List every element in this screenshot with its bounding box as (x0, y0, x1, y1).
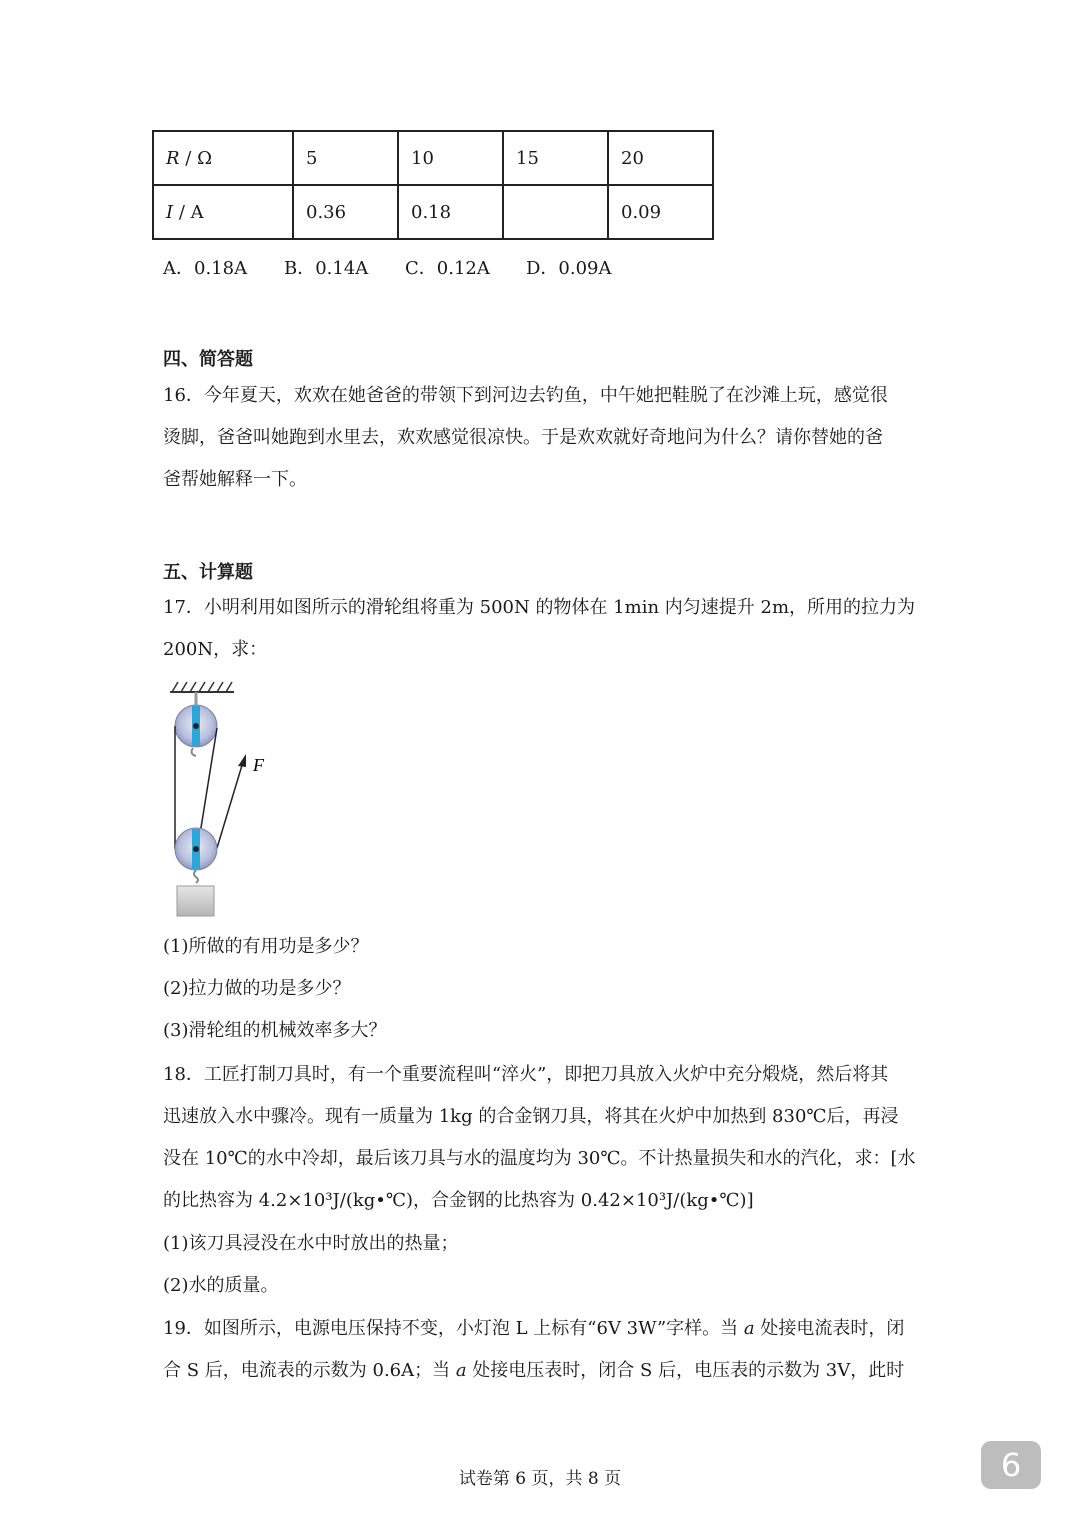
option-a: A．0.18A (163, 258, 248, 279)
q17-sub: (1)所做的有用功是多少？ (163, 936, 369, 957)
text-part: 处接电流表时，闭 (754, 1318, 905, 1339)
q17-line: 17．小明利用如图所示的滑轮组将重为 500N 的物体在 1min 内匀速提升 2m，所用的拉力为 (163, 597, 916, 618)
weight-block (177, 886, 214, 916)
force-arrow-head (238, 754, 246, 767)
q18-line: 没在 10℃的水中冷却，最后该刀具与水的温度均为 30℃。不计热量损失和水的汽化，求：[水 (163, 1148, 916, 1169)
movable-pulley (175, 828, 217, 870)
section-heading-short-answer: 四、简答题 (163, 349, 253, 370)
q16-line: 16．今年夏天，欢欢在她爸爸的带领下到河边去钓鱼，中午她把鞋脱了在沙滩上玩，感觉很 (163, 385, 888, 406)
weight-hook (194, 870, 198, 883)
q17-sub: (3)滑轮组的机械效率多大？ (163, 1020, 387, 1041)
pull-rope (217, 762, 243, 848)
table-cell: 15 (503, 131, 608, 185)
var-a: a (455, 1360, 467, 1381)
force-label: F (253, 755, 264, 775)
table-row (153, 185, 713, 239)
pulley-system-figure (160, 676, 290, 921)
row-var: I (166, 201, 174, 223)
table-cell: 0.18 (398, 185, 503, 239)
page-number-badge: 6 (981, 1441, 1041, 1489)
table-cell: 5 (293, 131, 398, 185)
q16-line: 爸帮她解释一下。 (163, 469, 307, 490)
row-var: R (166, 147, 180, 169)
table-cell: 0.36 (293, 185, 398, 239)
option-d: D．0.09A (526, 258, 612, 279)
q19-line (163, 1317, 904, 1341)
fixed-pulley (175, 705, 217, 747)
table-cell: 0.09 (608, 185, 713, 239)
table-header-cell (153, 185, 293, 239)
resistance-current-table (152, 130, 714, 240)
table-row (153, 131, 713, 185)
q15-options (163, 257, 647, 281)
option-c: C．0.12A (405, 258, 490, 279)
row-unit: / A (173, 201, 204, 223)
text-part: 19．如图所示，电源电压保持不变，小灯泡 L 上标有“6V 3W”字样。当 (163, 1318, 744, 1339)
ceiling-hatch (170, 682, 234, 692)
text-part: 处接电压表时，闭合 S 后，电压表的示数为 3V，此时 (466, 1360, 905, 1381)
q18-line: 的比热容为 4.2×10³J/(kg•℃)，合金钢的比热容为 0.42×10³J/(kg•℃)] (163, 1190, 754, 1211)
section-heading-calculation: 五、计算题 (163, 562, 253, 583)
table-cell (503, 185, 608, 239)
q18-sub: (2)水的质量。 (163, 1275, 279, 1296)
q19-line (163, 1359, 904, 1383)
text-part: 合 S 后，电流表的示数为 0.6A；当 (163, 1360, 456, 1381)
var-a: a (743, 1318, 755, 1339)
q18-line: 18．工匠打制刀具时，有一个重要流程叫“淬火”，即把刀具放入火炉中充分煅烧，然后将其 (163, 1064, 889, 1085)
q18-sub: (1)该刀具浸没在水中时放出的热量； (163, 1233, 459, 1254)
table-header-cell (153, 131, 293, 185)
table-cell: 10 (398, 131, 503, 185)
page-footer: 试卷第 6 页，共 8 页 (458, 1469, 622, 1489)
fixed-pulley-hook (192, 748, 196, 756)
table-cell: 20 (608, 131, 713, 185)
q18-line: 迅速放入水中骤冷。现有一质量为 1kg 的合金钢刀具，将其在火炉中加热到 830℃后，再浸 (163, 1106, 899, 1127)
row-unit: / Ω (179, 147, 212, 169)
q16-line: 烫脚，爸爸叫她跑到水里去，欢欢感觉很凉快。于是欢欢就好奇地问为什么？请你替她的爸 (163, 427, 883, 448)
option-b: B．0.14A (284, 258, 369, 279)
q17-line: 200N，求： (163, 639, 268, 660)
q17-sub: (2)拉力做的功是多少？ (163, 978, 351, 999)
